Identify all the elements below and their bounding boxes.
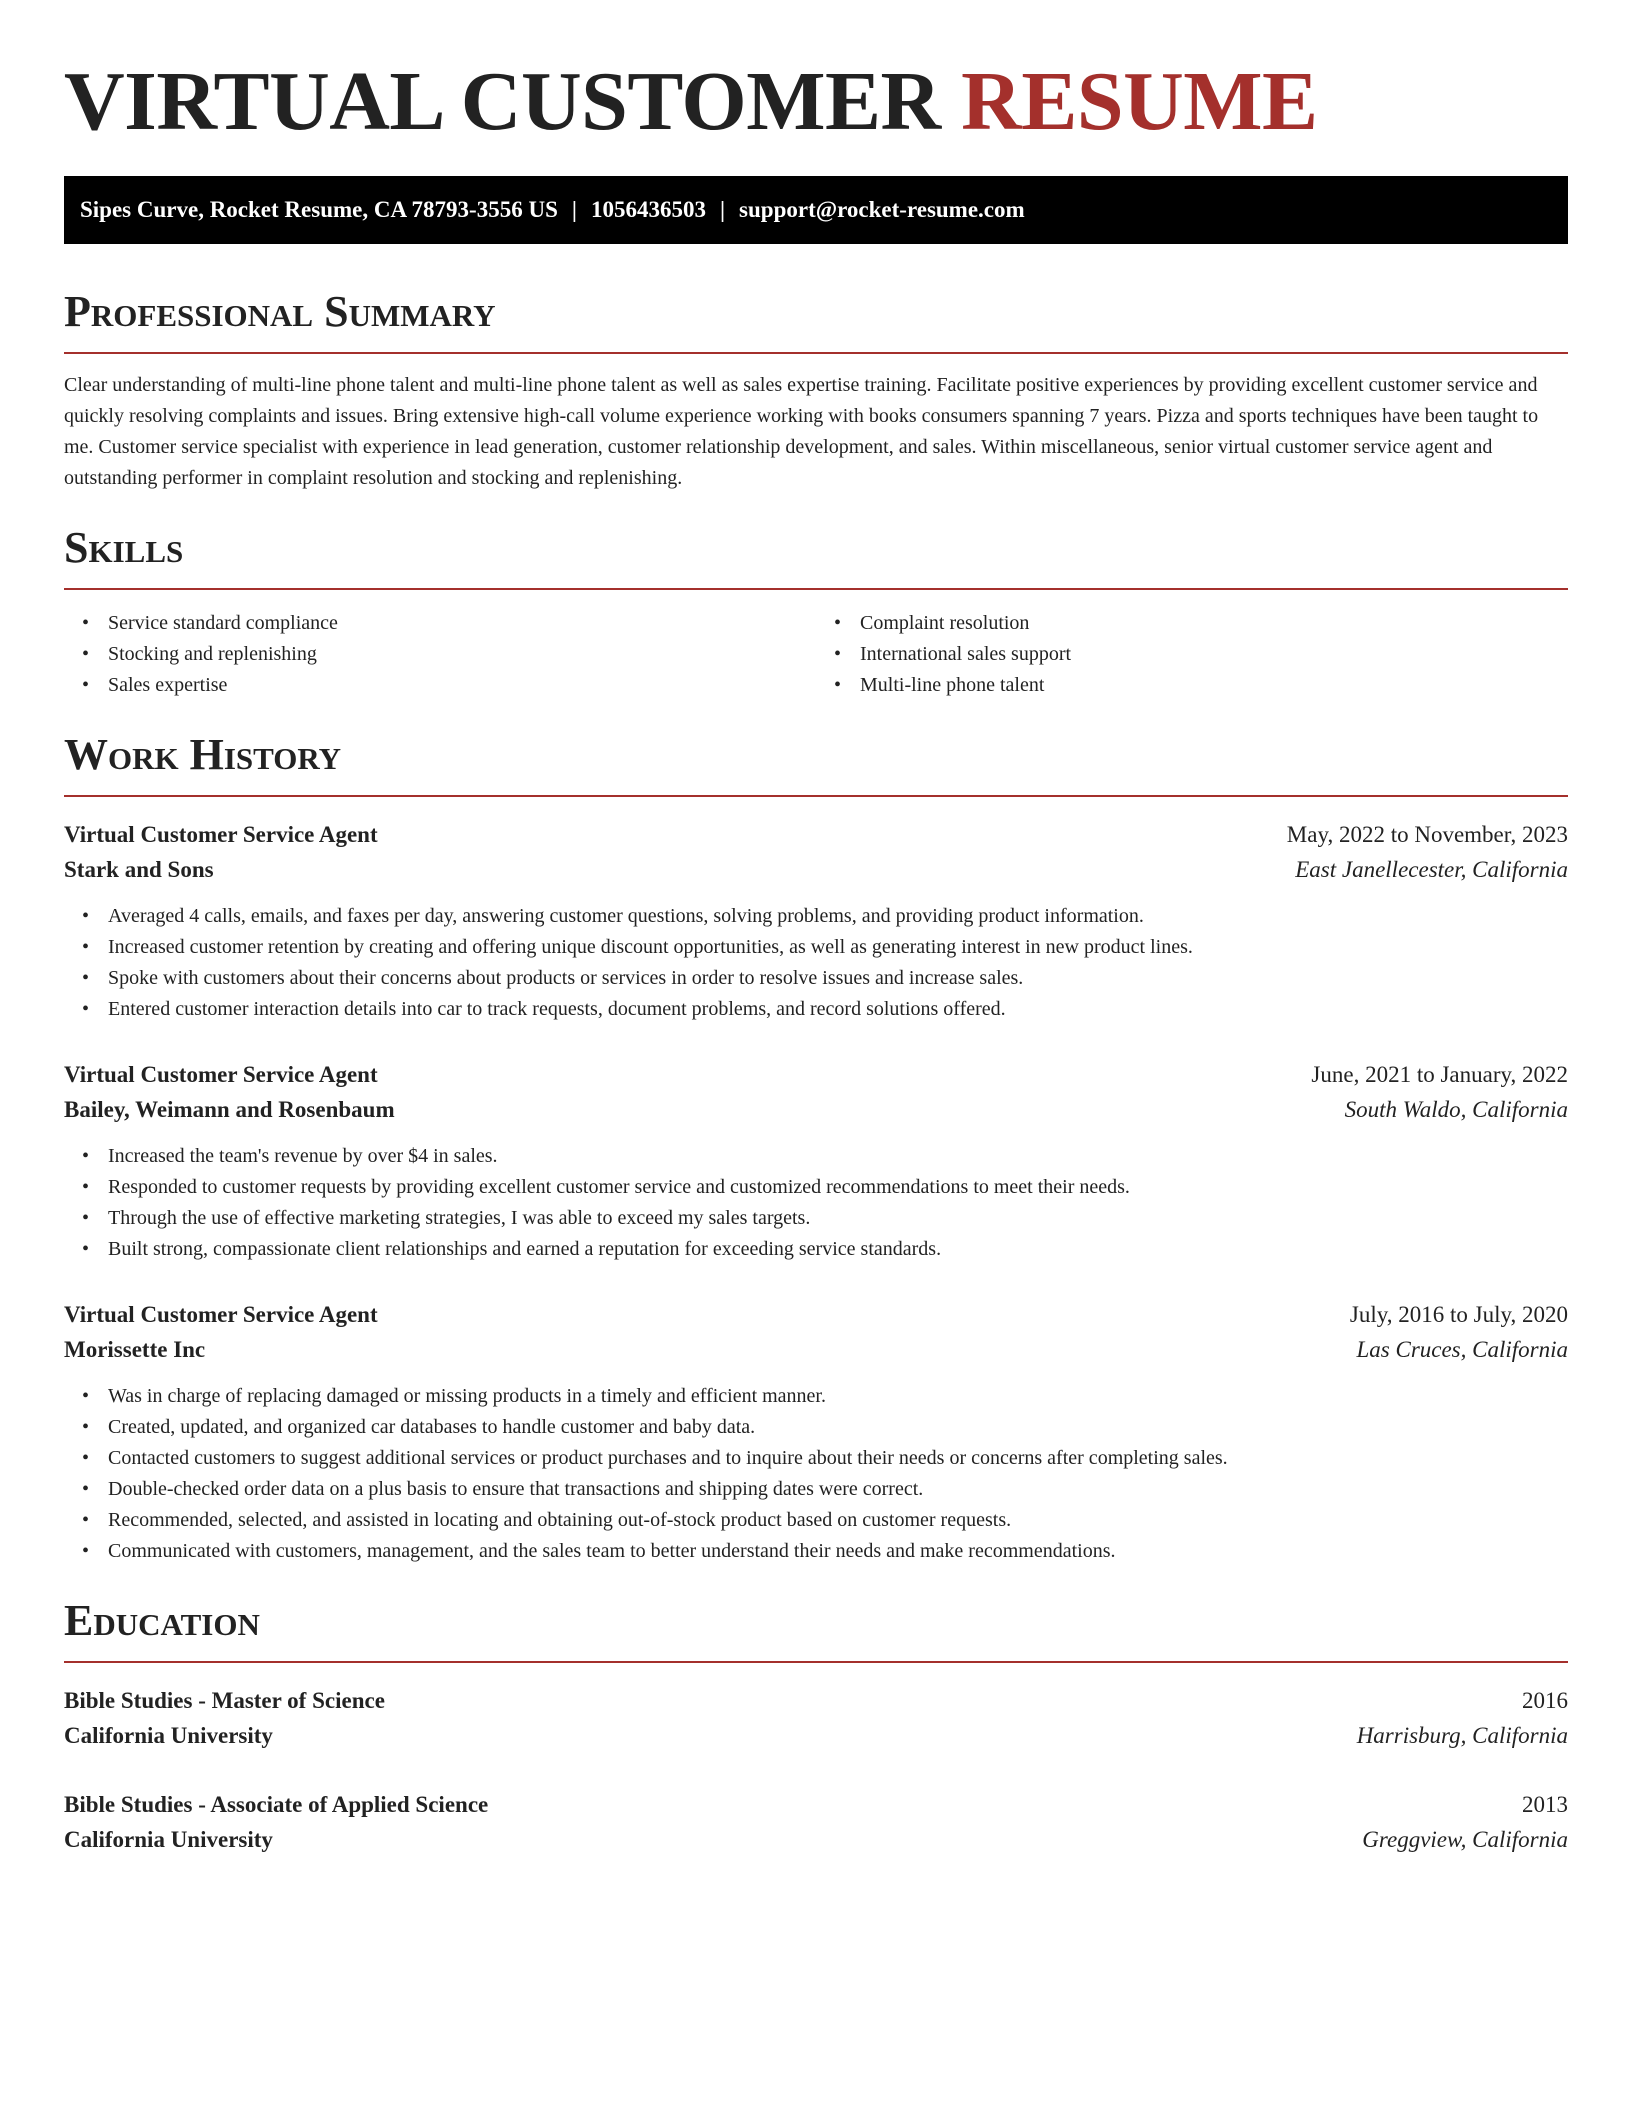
education-school: California University	[64, 1723, 273, 1748]
education-heading: Education	[64, 1596, 260, 1645]
job-bullet: • Spoke with customers about their concerns about products or services in order to resolve issues and increase sales.	[108, 963, 1568, 994]
job-bullet: • Built strong, compassionate client relationships and earned a reputation for exceeding service standards.	[108, 1234, 1568, 1265]
job-dates: June, 2021 to January, 2022	[1311, 1062, 1568, 1087]
job-bullet: • Averaged 4 calls, emails, and faxes per day, answering customer questions, solving problems, and providing product information.	[108, 901, 1568, 932]
job-bullet: • Created, updated, and organized car databases to handle customer and baby data.	[108, 1412, 1568, 1443]
education-location: Harrisburg, California	[1356, 1723, 1568, 1748]
job-title: Virtual Customer Service Agent	[64, 1062, 378, 1087]
contact-bar	[64, 176, 1568, 244]
contact-separator: |	[719, 197, 726, 222]
summary-heading: Professional Summary	[64, 287, 496, 336]
contact-email: support@rocket-resume.com	[739, 197, 1025, 222]
summary-text: Clear understanding of multi-line phone talent and multi-line phone talent as well as sales expertise training. Facilitate positive experiences by providing excellent customer service and quickly resolving complaints and issues. Bring extensive high-call volume experience working with books consumers spanning 7 years. Pizza and sports techniques have been taught to me. Customer service specialist with experience in lead generation, customer relationship development, and sales. Within miscellaneous, senior virtual customer service agent and outstanding performer in complaint resolution and stocking and replenishing.	[64, 374, 1539, 489]
education-year: 2016	[1522, 1688, 1568, 1713]
job-title: Virtual Customer Service Agent	[64, 1302, 378, 1327]
education-entry	[64, 1683, 1568, 1753]
resume-page	[64, 0, 1568, 1857]
work-history-heading: Work History	[64, 730, 342, 779]
section-divider	[64, 588, 1568, 590]
skills-column-left	[64, 608, 816, 701]
education-degree: Bible Studies - Master of Science	[64, 1688, 385, 1713]
job-location: Las Cruces, California	[1356, 1337, 1568, 1362]
job-dates: July, 2016 to July, 2020	[1349, 1302, 1568, 1327]
job-location: South Waldo, California	[1344, 1097, 1568, 1122]
education-location: Greggview, California	[1362, 1827, 1568, 1852]
education-school: California University	[64, 1827, 273, 1852]
job-company: Bailey, Weimann and Rosenbaum	[64, 1097, 395, 1122]
job-bullet: • Communicated with customers, management, and the sales team to better understand their needs and make recommendations.	[108, 1536, 1568, 1567]
job-bullets	[64, 901, 1568, 1025]
job-title: Virtual Customer Service Agent	[64, 822, 378, 847]
education-year: 2013	[1522, 1792, 1568, 1817]
skill-item: • Multi-line phone talent	[860, 670, 1568, 701]
contact-separator: |	[571, 197, 577, 222]
title-accent: RESUME	[961, 55, 1318, 148]
section-divider	[64, 1661, 1568, 1663]
section-divider	[64, 795, 1568, 797]
skill-item: • Stocking and replenishing	[108, 639, 816, 670]
job-bullet: • Recommended, selected, and assisted in locating and obtaining out-of-stock product based on customer requests.	[108, 1505, 1568, 1536]
job-location: East Janellecester, California	[1295, 857, 1568, 882]
skill-item: • Complaint resolution	[860, 608, 1568, 639]
job-entry	[64, 1297, 1568, 1567]
skill-item: • Service standard compliance	[108, 608, 816, 639]
contact-address: Sipes Curve, Rocket Resume, CA 78793-3556 US	[80, 197, 558, 222]
title-main: VIRTUAL CUSTOMER	[64, 55, 941, 148]
skill-item: • International sales support	[860, 639, 1568, 670]
job-dates: May, 2022 to November, 2023	[1286, 822, 1568, 847]
job-entry	[64, 817, 1568, 1025]
skills-list	[64, 608, 1568, 701]
resume-title	[64, 0, 1568, 150]
job-bullet: • Contacted customers to suggest additional services or product purchases and to inquire about their needs or concerns after completing sales.	[108, 1443, 1568, 1474]
job-company: Stark and Sons	[64, 857, 214, 882]
job-bullet: • Responded to customer requests by providing excellent customer service and customized recommendations to meet their needs.	[108, 1172, 1568, 1203]
job-bullet: • Through the use of effective marketing strategies, I was able to exceed my sales targets.	[108, 1203, 1568, 1234]
education-entry	[64, 1787, 1568, 1857]
skills-heading: Skills	[64, 523, 184, 572]
skills-column-right	[816, 608, 1568, 701]
job-entry	[64, 1057, 1568, 1265]
job-bullet: • Increased the team's revenue by over $4 in sales.	[108, 1141, 1568, 1172]
job-bullet: • Entered customer interaction details into car to track requests, document problems, and record solutions offered.	[108, 994, 1568, 1025]
job-bullet: • Was in charge of replacing damaged or missing products in a timely and efficient manner.	[108, 1381, 1568, 1412]
job-bullet: • Increased customer retention by creating and offering unique discount opportunities, as well as generating interest in new product lines.	[108, 932, 1568, 963]
job-company: Morissette Inc	[64, 1337, 206, 1362]
contact-phone: 1056436503	[590, 197, 706, 222]
job-bullet: • Double-checked order data on a plus basis to ensure that transactions and shipping dates were correct.	[108, 1474, 1568, 1505]
section-divider	[64, 352, 1568, 354]
skill-item: • Sales expertise	[108, 670, 816, 701]
education-degree: Bible Studies - Associate of Applied Science	[64, 1792, 489, 1817]
job-bullets	[64, 1141, 1568, 1265]
job-bullets	[64, 1381, 1568, 1567]
